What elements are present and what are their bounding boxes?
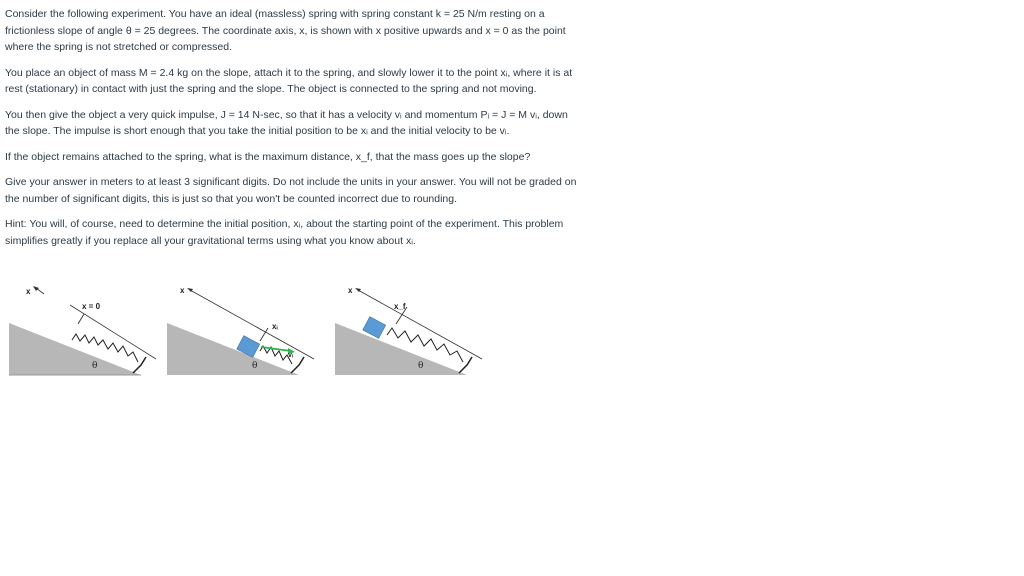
mass-block — [363, 317, 386, 339]
xf-label: x_f — [394, 302, 406, 311]
hint: Hint: You will, of course, need to determine the initial position, xᵢ, about the starting point of the experiment. This problem simplifies greatly if you replace all your gravitational terms using what you know about xᵢ. — [5, 218, 564, 247]
angle-label: θ — [92, 361, 98, 371]
answer-instructions: Give your answer in meters to at least 3 significant digits. Do not include the units in your answer. You will not be graded on the number of significant digits, this is just so that you won't be counted incorrect due to rounding. — [5, 176, 577, 205]
problem-question: If the object remains attached to the spring, what is the maximum distance, x_f, that the mass goes up the slope? — [5, 150, 531, 163]
xi-label: xᵢ — [272, 322, 278, 331]
figure-max-position — [332, 283, 492, 379]
slope-triangle — [9, 323, 141, 375]
problem-paragraph-3: You then give the object a very quick impulse, J = 14 N-sec, so that it has a velocity vᵢ and momentum Pᵢ = J = M vᵢ, down the slope. The impulse is short enough that you take the initial position to be xᵢ and the initial velocity to be vᵢ. — [5, 108, 568, 137]
problem-paragraph-2: You place an object of mass M = 2.4 kg on the slope, attach it to the spring, and slowly lower it to the point xᵢ, where it is at rest (stationary) in contact with just the spring and the slope. The object is connected to the spring and not moving. — [5, 66, 573, 95]
wall-bracket — [291, 357, 304, 373]
figure-initial-position-drawing — [164, 283, 324, 379]
coordinate-axis-line — [70, 305, 156, 359]
zero-tick — [78, 314, 84, 324]
figure-spring-rest — [6, 283, 166, 379]
problem-text — [5, 6, 585, 258]
figure-row — [6, 283, 496, 379]
zero-label: x = 0 — [82, 302, 101, 311]
wall-bracket — [459, 357, 472, 373]
axis-label: x — [348, 286, 353, 295]
problem-paragraph-1: Consider the following experiment. You have an ideal (massless) spring with spring constant k = 25 N/m resting on a frictionless slope of angle θ = 25 degrees. The coordinate axis, x, is shown with x positive upwards and x = 0 as the point where the spring is not stretched or compressed. — [5, 8, 566, 53]
axis-label: x — [180, 286, 185, 295]
figure-initial-position — [164, 283, 324, 379]
figure-max-position-drawing — [332, 283, 492, 379]
wall-bracket — [133, 357, 146, 373]
axis-label: x — [26, 287, 31, 296]
velocity-label: vᵢ — [288, 352, 293, 359]
figure-spring-rest-drawing — [6, 283, 166, 379]
angle-label: θ — [252, 361, 258, 371]
angle-label: θ — [418, 361, 424, 371]
